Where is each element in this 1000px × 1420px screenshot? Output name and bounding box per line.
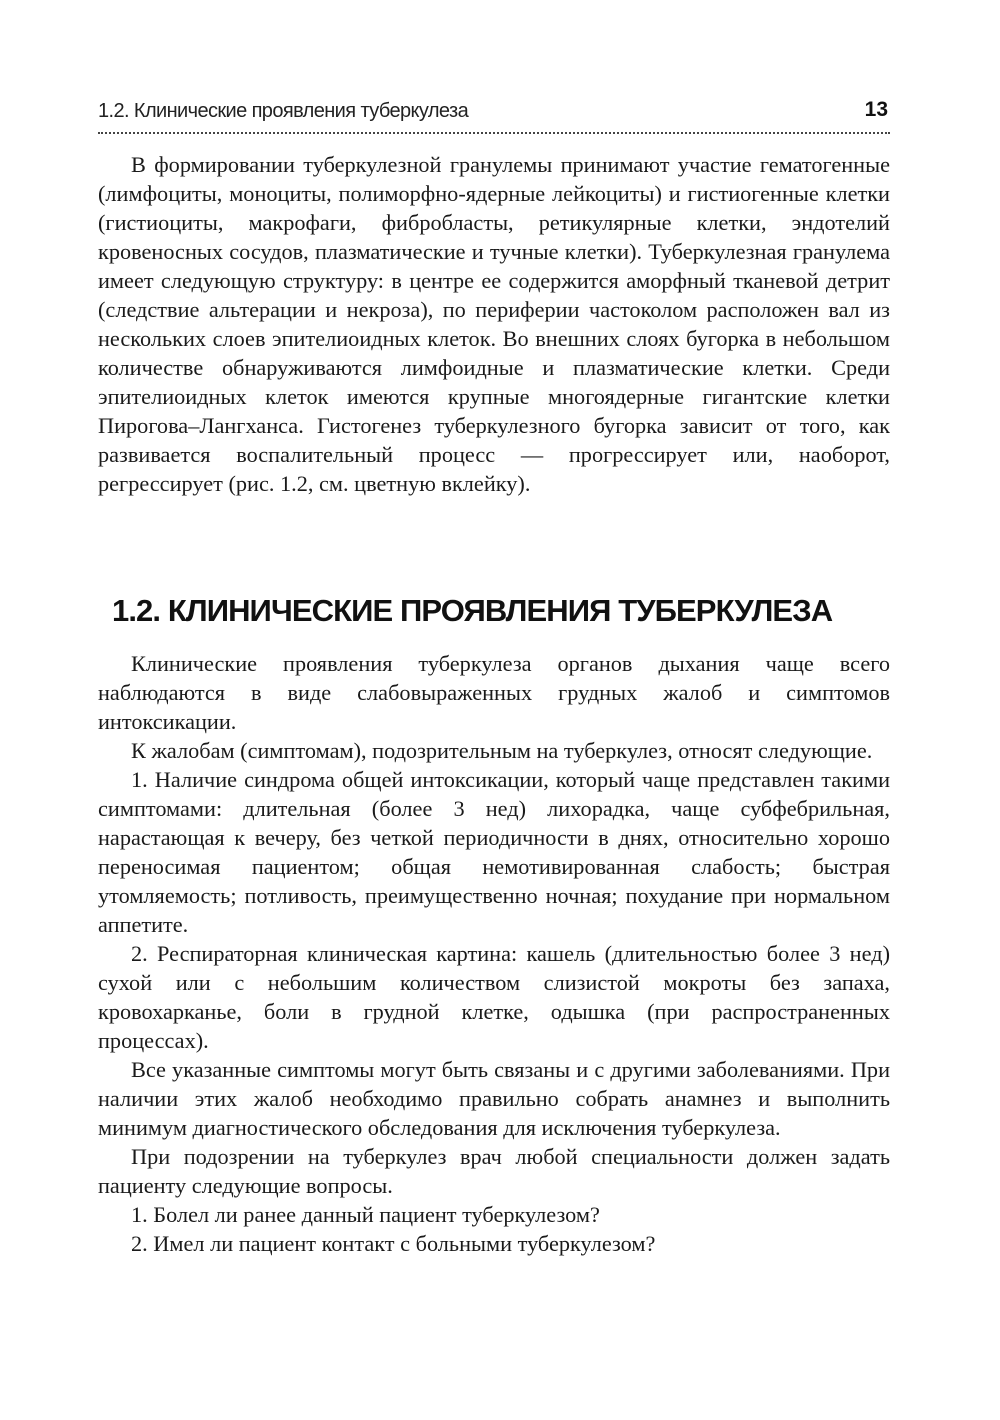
section-text (98, 649, 890, 1258)
running-header-title: 1.2. Клинические проявления туберкулеза (98, 100, 469, 122)
intro-text (98, 150, 890, 498)
question-item-2: 2. Имел ли пациент контакт с больными туберкулезом? (131, 1231, 656, 1256)
paragraph-complaints-intro: К жалобам (симптомам), подозрительным на туберкулез, относят следующие. (131, 738, 873, 763)
running-header (98, 96, 890, 134)
intro-paragraph: В формировании туберкулезной гранулемы принимают участие гематогенные (лимфоциты, моноциты, полиморфно-ядерные лейкоциты) и гистиогенные клетки (гистиоциты, макрофаги, фибробласты, ретикулярные клетки, эндотелий кровеносных сосудов, плазматические и тучные клетки). Туберкулезная гранулема имеет следующую структуру: в центре ее содержится аморфный тканевой детрит (следствие альтерации и некроза), по периферии частоколом расположен вал из нескольких слоев эпителиоидных клеток. Во внешних слоях бугорка в небольшом количестве обнаруживаются лимфоидные и плазматические клетки. Среди эпителиоидных клеток имеются крупные многоядерные гигантские клетки Пирогова–Лангханса. Гистогенез туберкулезного бугорка зависит от того, как развивается воспалительный процесс — прогрессирует или, наоборот, регрессирует (рис. 1.2, см. цветную вклейку). (98, 152, 890, 496)
section-heading: 1.2. КЛИНИЧЕСКИЕ ПРОЯВЛЕНИЯ ТУБЕРКУЛЕЗА (112, 593, 833, 628)
paragraph-other-diseases: Все указанные симптомы могут быть связаны и с другими заболеваниями. При наличии этих жалоб необходимо правильно собрать анамнез и выполнить минимум диагностического обследования для исключения туберкулеза. (98, 1057, 890, 1140)
question-item-1: 1. Болел ли ранее данный пациент туберкулезом? (131, 1202, 600, 1227)
paragraph-clinical-manifestations: Клинические проявления туберкулеза органов дыхания чаще всего наблюдаются в виде слабовыраженных грудных жалоб и симптомов интоксикации. (98, 651, 890, 734)
list-item-respiratory: 2. Респираторная клиническая картина: кашель (длительностью более 3 нед) сухой или с небольшим количеством слизистой мокроты без запаха, кровохарканье, боли в грудной клетке, одышка (при распространенных процессах). (98, 941, 890, 1053)
page-number: 13 (864, 98, 888, 121)
list-item-intoxication: 1. Наличие синдрома общей интоксикации, который чаще представлен такими симптомами: длительная (более 3 нед) лихорадка, чаще субфебрильная, нарастающая к вечеру, без четкой периодичности в днях, относительно хорошо переносимая пациентом; общая немотивированная слабость; быстрая утомляемость; потливость, преимущественно ночная; похудание при нормальном аппетите. (98, 767, 890, 937)
paragraph-doctor-questions: При подозрении на туберкулез врач любой специальности должен задать пациенту следующие вопросы. (98, 1144, 890, 1198)
book-page (98, 0, 890, 1420)
